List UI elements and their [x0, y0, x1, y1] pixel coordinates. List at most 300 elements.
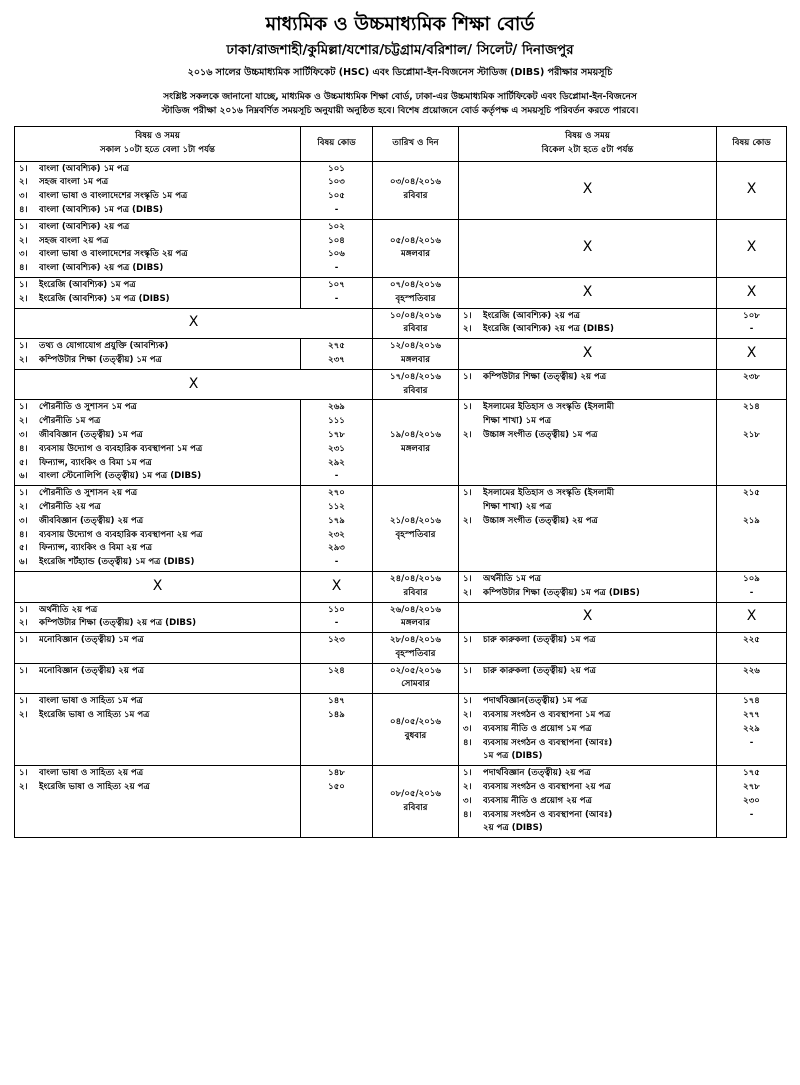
table-row: [15, 694, 787, 766]
subject-code: -: [749, 737, 754, 748]
exam-day: বৃহস্পতিবার: [395, 293, 436, 304]
subject-code: ১১০: [328, 604, 345, 615]
subject-line: [463, 781, 712, 795]
subject-code: ১২৪: [328, 665, 345, 676]
subject-line: [463, 587, 712, 601]
subject-number: ৪।: [463, 809, 472, 820]
subject-number: ২।: [19, 782, 28, 793]
exam-day: বৃহস্পতিবার: [395, 529, 436, 540]
board-title: মাধ্যমিক ও উচ্চমাধ্যমিক শিক্ষা বোর্ড: [265, 13, 535, 35]
exam-date-cell: [373, 633, 459, 664]
subject-code: ১০৩: [328, 177, 345, 188]
afternoon-code-none-cell: X: [717, 602, 787, 633]
subject-name: উচ্চাঙ্গ সংগীত (তত্ত্বীয়) ১ম পত্র: [483, 429, 598, 440]
morning-none-cell: X: [15, 308, 373, 339]
morning-none-cell: X: [15, 369, 373, 400]
subject-line: [19, 262, 296, 276]
subject-number: ১।: [463, 402, 472, 413]
subject-code: ২২৫: [743, 635, 760, 646]
subject-line: [463, 429, 712, 443]
subject-name: চারু কারুকলা (তত্ত্বীয়) ২য় পত্র: [483, 665, 596, 676]
subject-name: ব্যবসায় সংগঠন ও ব্যবস্থাপনা (আবঃ): [483, 737, 613, 748]
subject-code: -: [334, 557, 339, 568]
subject-number: ১।: [19, 604, 28, 615]
morning-subjects-cell: [15, 694, 301, 766]
subject-number: ৩।: [463, 723, 472, 734]
subject-name: শিক্ষা শাখা) ১ম পত্র: [483, 416, 552, 427]
subject-line: [19, 529, 296, 543]
exam-date: ০৩/০৪/২০১৬: [390, 177, 441, 188]
subject-number: ১।: [19, 696, 28, 707]
subject-number: ৬।: [19, 471, 28, 482]
subject-name: ইসলামের ইতিহাস ও সংস্কৃতি (ইসলামী: [483, 488, 615, 499]
subject-line: [19, 293, 296, 307]
afternoon-codes-cell: [717, 400, 787, 486]
table-row: [15, 602, 787, 633]
notice-line: সংশ্লিষ্ট সকলকে জানানো যাচ্ছে, মাধ্যমিক ও উচ্চমাধ্যমিক শিক্ষা বোর্ড, ঢাকা-এর উচ্চমাধ্যমিক সার্টিফিকেট এবং ডিপ্লোমা-ইন-বিজনেস: [163, 92, 637, 102]
morning-none-cell: X: [15, 571, 301, 602]
subject-line: [19, 248, 296, 262]
subject-name: ফিন্যান্স, ব্যাংকিং ও বিমা ১ম পত্র: [39, 457, 152, 468]
subject-number: ২।: [19, 618, 28, 629]
afternoon-codes-cell: [717, 571, 787, 602]
subject-name: উচ্চাঙ্গ সংগীত (তত্ত্বীয়) ২য় পত্র: [483, 515, 598, 526]
subject-code: ২৩৮: [743, 371, 760, 382]
subject-code: ১১১: [328, 416, 345, 427]
subject-code: -: [749, 324, 754, 335]
subject-number: ৩।: [19, 515, 28, 526]
subject-line: [463, 750, 712, 764]
morning-subjects-cell: [15, 766, 301, 838]
subject-number: ২।: [463, 782, 472, 793]
subject-line: [19, 542, 296, 556]
subject-name: ব্যবসায় সংগঠন ও ব্যবস্থাপনা ২য় পত্র: [483, 782, 611, 793]
afternoon-code-none-cell: X: [717, 277, 787, 308]
subject-number: ১।: [19, 163, 28, 174]
subject-number: ৩।: [19, 429, 28, 440]
exam-date: ০২/০৫/২০১৬: [390, 665, 441, 676]
morning-subjects-cell: [15, 633, 301, 664]
subject-name: কম্পিউটার শিক্ষা (তত্ত্বীয়) ১ম পত্র: [39, 354, 162, 365]
subject-line: [19, 340, 296, 354]
exam-date: ১০/০৪/২০১৬: [390, 310, 441, 321]
subject-name: ইংরেজি ভাষা ও সাহিত্য ১ম পত্র: [39, 710, 150, 721]
subject-number: ১।: [19, 221, 28, 232]
subject-line: [19, 176, 296, 190]
subject-code: ২৩২: [328, 529, 345, 540]
subject-code: -: [334, 471, 339, 482]
exam-date: ০৫/০৪/২০১৬: [390, 235, 441, 246]
subject-number: ৩।: [19, 249, 28, 260]
subject-number: ১।: [463, 573, 472, 584]
subject-name: সহজ বাংলা ২য় পত্র: [39, 235, 109, 246]
subject-code: ২১৫: [743, 488, 760, 499]
afternoon-codes-cell: [717, 694, 787, 766]
subject-code: ২২৬: [743, 665, 760, 676]
subject-code: ১১২: [328, 501, 345, 512]
exam-date-cell: [373, 602, 459, 633]
subject-line: [463, 665, 712, 679]
subject-number: ৪।: [19, 204, 28, 215]
subject-number: ১।: [19, 402, 28, 413]
subject-name: শিক্ষা শাখা) ২য় পত্র: [483, 501, 552, 512]
notice-text: [22, 90, 778, 118]
afternoon-code-none-cell: X: [717, 219, 787, 277]
afternoon-codes-cell: [717, 486, 787, 572]
table-row: [15, 400, 787, 486]
subject-code: ১২৩: [328, 635, 345, 646]
morning-codes-cell: [301, 633, 373, 664]
exam-date-cell: [373, 766, 459, 838]
subject-code: ২৯৩: [328, 543, 345, 554]
exam-date-cell: [373, 369, 459, 400]
exam-day: রবিবার: [403, 324, 428, 335]
subject-name: ইংরেজি ভাষা ও সাহিত্য ২য় পত্র: [39, 782, 150, 793]
subject-code: ২১৮: [743, 429, 760, 440]
subject-number: ১।: [19, 768, 28, 779]
subject-name: কম্পিউটার শিক্ষা (তত্ত্বীয়) ২য় পত্র: [483, 371, 607, 382]
subject-line: [19, 457, 296, 471]
table-row: [15, 633, 787, 664]
afternoon-subjects-cell: [459, 400, 717, 486]
subject-number: ২।: [19, 235, 28, 246]
subject-name: বাংলা ভাষা ও বাংলাদেশের সংস্কৃতি ১ম পত্র: [39, 191, 188, 202]
subject-code: [721, 750, 782, 764]
subject-name: পৌরনীতি ১ম পত্র: [39, 416, 101, 427]
subject-code: -: [334, 204, 339, 215]
afternoon-none-cell: X: [459, 161, 717, 219]
subject-line: [19, 709, 296, 723]
subject-name: জীববিজ্ঞান (তত্ত্বীয়) ২য় পত্র: [39, 515, 144, 526]
afternoon-code-none-cell: X: [717, 339, 787, 370]
afternoon-codes-cell: [717, 633, 787, 664]
subject-line: [19, 429, 296, 443]
table-row: [15, 766, 787, 838]
table-row: [15, 486, 787, 572]
subject-number: ২।: [19, 416, 28, 427]
subject-code: ২৯২: [328, 457, 345, 468]
morning-codes-cell: [301, 663, 373, 694]
subject-code: -: [334, 263, 339, 274]
morning-codes-cell: [301, 602, 373, 633]
afternoon-column-header: [459, 127, 717, 162]
column-header-time: সকাল ১০টা হতে বেলা ১টা পর্যন্ত: [100, 144, 215, 155]
afternoon-none-cell: X: [459, 602, 717, 633]
subject-code: ১৫০: [328, 782, 345, 793]
morning-codes-cell: [301, 339, 373, 370]
afternoon-subjects-cell: [459, 369, 717, 400]
afternoon-codes-cell: [717, 369, 787, 400]
subject-number: ৩।: [19, 191, 28, 202]
exam-date-cell: [373, 694, 459, 766]
subject-number: ১।: [463, 696, 472, 707]
morning-codes-cell: [301, 486, 373, 572]
subject-code: ১০৮: [743, 310, 760, 321]
subject-name: ব্যবসায় নীতি ও প্রয়োগ ১ম পত্র: [483, 723, 592, 734]
subject-name: ইংরেজি (আবশ্যিক) ১ম পত্র: [39, 279, 136, 290]
subject-number: ৫।: [19, 543, 28, 554]
exam-date-cell: [373, 339, 459, 370]
subject-code: ১০৪: [328, 235, 345, 246]
table-header-row: [15, 127, 787, 162]
subject-code: ২১৯: [743, 515, 760, 526]
subject-code: ১৪৭: [328, 696, 345, 707]
subject-name: ব্যবসায় সংগঠন ও ব্যবস্থাপনা ১ম পত্র: [483, 710, 611, 721]
board-list: ঢাকা/রাজশাহী/কুমিল্লা/যশোর/চট্টগ্রাম/বরিশাল/ সিলেট/ দিনাজপুর: [226, 42, 574, 58]
exam-date-cell: [373, 486, 459, 572]
exam-day: মঙ্গলবার: [401, 618, 430, 629]
subject-number: ১।: [463, 488, 472, 499]
afternoon-none-cell: X: [459, 339, 717, 370]
subject-name: ব্যবসায় সংগঠন ও ব্যবস্থাপনা (আবঃ): [483, 809, 613, 820]
subject-line: [463, 767, 712, 781]
subject-line: [19, 781, 296, 795]
subject-number: ১।: [19, 635, 28, 646]
morning-subjects-cell: [15, 339, 301, 370]
subject-number: ১।: [463, 310, 472, 321]
exam-date-cell: [373, 277, 459, 308]
schedule-title: ২০১৬ সালের উচ্চমাধ্যমিক সার্টিফিকেট (HSC) এবং ডিপ্লোমা-ইন-বিজনেস স্টাডিজ (DIBS) পরীক্ষার সময়সূচি: [187, 67, 613, 78]
subject-code: ২৩৭: [328, 354, 345, 365]
exam-date: ১৭/০৪/২০১৬: [390, 371, 441, 382]
table-row: [15, 663, 787, 694]
subject-number: ২।: [19, 501, 28, 512]
subject-line: [19, 617, 296, 631]
subject-code: ১৭৫: [743, 768, 760, 779]
subject-number: ২।: [463, 587, 472, 598]
subject-code: ২৩০: [743, 795, 760, 806]
subject-name: বাংলা (আবশ্যিক) ১ম পত্র (DIBS): [39, 204, 163, 215]
subject-line: [463, 737, 712, 751]
subject-name: ২য় পত্র (DIBS): [483, 823, 543, 834]
subject-line: [19, 279, 296, 293]
subject-name: মনোবিজ্ঞান (তত্ত্বীয়) ১ম পত্র: [39, 635, 144, 646]
subject-name: বাংলা ভাষা ও বাংলাদেশের সংস্কৃতি ২য় পত্র: [39, 249, 188, 260]
morning-subjects-cell: [15, 663, 301, 694]
subject-line: [463, 401, 712, 415]
morning-subjects-cell: [15, 400, 301, 486]
date-column-header: তারিখ ও দিন: [373, 127, 459, 162]
subject-line: [463, 822, 712, 836]
subject-name: ইংরেজি (আবশ্যিক) ২য় পত্র (DIBS): [483, 324, 614, 335]
subject-line: [19, 634, 296, 648]
column-header-label: বিষয় ও সময়: [565, 131, 610, 141]
subject-line: [463, 695, 712, 709]
subject-name: ইসলামের ইতিহাস ও সংস্কৃতি (ইসলামী: [483, 402, 615, 413]
subject-code: ১৪৮: [328, 768, 345, 779]
afternoon-subjects-cell: [459, 308, 717, 339]
subject-number: ২।: [19, 177, 28, 188]
morning-column-header: [15, 127, 301, 162]
subject-line: [463, 415, 712, 429]
morning-codes-cell: [301, 694, 373, 766]
subject-number: ১।: [463, 665, 472, 676]
subject-number: ২।: [19, 354, 28, 365]
table-row: [15, 161, 787, 219]
subject-code: -: [749, 587, 754, 598]
exam-day: রবিবার: [403, 587, 428, 598]
subject-number: ৪।: [19, 529, 28, 540]
subject-code: ২৭৭: [743, 710, 760, 721]
afternoon-none-cell: X: [459, 277, 717, 308]
exam-date-cell: [373, 571, 459, 602]
exam-date-cell: [373, 161, 459, 219]
column-header-label: বিষয় ও সময়: [135, 131, 180, 141]
subject-name: চারু কারুকলা (তত্ত্বীয়) ১ম পত্র: [483, 635, 596, 646]
subject-code: ২৭৫: [328, 341, 345, 352]
afternoon-codes-cell: [717, 663, 787, 694]
exam-date: ০৪/০৫/২০১৬: [390, 716, 441, 727]
subject-line: [19, 470, 296, 484]
exam-date: ২১/০৪/২০১৬: [390, 515, 441, 526]
subject-code: ২৩১: [328, 443, 345, 454]
subject-line: [19, 487, 296, 501]
subject-code: ১০৫: [328, 191, 345, 202]
subject-line: [19, 604, 296, 618]
table-row: [15, 571, 787, 602]
afternoon-subjects-cell: [459, 633, 717, 664]
subject-code: ২৬৯: [328, 402, 345, 413]
subject-name: পদার্থবিজ্ঞান(তত্ত্বীয়) ১ম পত্র: [483, 696, 588, 707]
exam-date-cell: [373, 400, 459, 486]
subject-number: ২।: [19, 293, 28, 304]
exam-day: রবিবার: [403, 385, 428, 396]
subject-line: [463, 515, 712, 529]
exam-date: ০৭/০৪/২০১৬: [390, 279, 441, 290]
afternoon-none-cell: X: [459, 219, 717, 277]
exam-date: ১৯/০৪/২০১৬: [390, 429, 441, 440]
subject-name: বাংলা (আবশ্যিক) ২য় পত্র: [39, 221, 130, 232]
subject-line: [463, 723, 712, 737]
subject-number: ৪।: [463, 737, 472, 748]
notice-line: স্টাডিজ পরীক্ষা ২০১৬ নিম্নবর্ণিত সময়সূচি অনুযায়ী অনুষ্ঠিত হবে। বিশেষ প্রয়োজনে বোর্ড কর্তৃপক্ষ এ সময়সূচি পরিবর্তন করতে পারবে।: [161, 106, 639, 116]
afternoon-subjects-cell: [459, 766, 717, 838]
subject-name: ১ম পত্র (DIBS): [483, 751, 543, 762]
subject-name: পৌরনীতি ও সুশাসন ২য় পত্র: [39, 488, 138, 499]
subject-name: পদার্থবিজ্ঞান (তত্ত্বীয়) ২য় পত্র: [483, 768, 591, 779]
subject-line: [19, 354, 296, 368]
subject-name: মনোবিজ্ঞান (তত্ত্বীয়) ২য় পত্র: [39, 665, 145, 676]
exam-date: ২৬/০৪/২০১৬: [390, 604, 441, 615]
subject-line: [19, 556, 296, 570]
subject-line: [19, 443, 296, 457]
table-row: [15, 277, 787, 308]
subject-line: [19, 163, 296, 177]
subject-line: [19, 767, 296, 781]
subject-name: ইংরেজি শর্টহ্যান্ড (তত্ত্বীয়) ১ম পত্র (DIBS): [39, 557, 195, 568]
morning-codes-cell: [301, 766, 373, 838]
table-body: [15, 161, 787, 838]
subject-line: [463, 323, 712, 337]
exam-day: বুধবার: [404, 730, 427, 741]
exam-day: মঙ্গলবার: [401, 354, 430, 365]
subject-name: বাংলা ভাষা ও সাহিত্য ২য় পত্র: [39, 768, 144, 779]
subject-line: [19, 665, 296, 679]
subject-code: ১৭৯: [328, 515, 345, 526]
subject-name: ফিন্যান্স, ব্যাংকিং ও বিমা ২য় পত্র: [39, 543, 153, 554]
subject-code: ১০১: [328, 163, 345, 174]
subject-number: ২।: [463, 710, 472, 721]
subject-code: [721, 415, 782, 429]
table-row: [15, 308, 787, 339]
subject-name: বাংলা স্টেনোলিপি (তত্ত্বীয়) ১ম পত্র (DIBS): [39, 471, 202, 482]
morning-code-none-cell: X: [301, 571, 373, 602]
subject-number: ২।: [463, 429, 472, 440]
subject-number: ১।: [19, 665, 28, 676]
subject-code: ১৭৮: [328, 429, 345, 440]
afternoon-codes-cell: [717, 766, 787, 838]
exam-schedule-table: [14, 126, 787, 838]
morning-subjects-cell: [15, 486, 301, 572]
subject-number: ২।: [463, 515, 472, 526]
morning-codes-cell: [301, 277, 373, 308]
subject-name: বাংলা ভাষা ও সাহিত্য ১ম পত্র: [39, 696, 143, 707]
subject-line: [19, 221, 296, 235]
subject-number: ১।: [19, 341, 28, 352]
subject-line: [19, 401, 296, 415]
afternoon-code-none-cell: X: [717, 161, 787, 219]
subject-name: বাংলা (আবশ্যিক) ২য় পত্র (DIBS): [39, 263, 164, 274]
exam-date-cell: [373, 308, 459, 339]
subject-code: ১৪৯: [328, 710, 345, 721]
subject-code: ২১৪: [743, 402, 760, 413]
subject-line: [463, 371, 712, 385]
subject-code: ১০৯: [743, 573, 760, 584]
afternoon-subjects-cell: [459, 571, 717, 602]
subject-line: [19, 190, 296, 204]
subject-name: কম্পিউটার শিক্ষা (তত্ত্বীয়) ১ম পত্র (DIBS): [483, 587, 640, 598]
subject-name: ব্যবসায় উদ্যোগ ও ব্যবহারিক ব্যবস্থাপনা ২য় পত্র: [39, 529, 203, 540]
subject-line: [19, 235, 296, 249]
subject-line: [19, 515, 296, 529]
subject-code: -: [749, 809, 754, 820]
exam-day: সোমবার: [401, 679, 430, 690]
exam-day: রবিবার: [403, 191, 428, 202]
subject-line: [19, 415, 296, 429]
subject-line: [19, 204, 296, 218]
exam-day: রবিবার: [403, 802, 428, 813]
subject-name: ব্যবসায় নীতি ও প্রয়োগ ২য় পত্র: [483, 795, 592, 806]
morning-codes-cell: [301, 219, 373, 277]
morning-subjects-cell: [15, 602, 301, 633]
subject-code: ২২৯: [743, 723, 760, 734]
subject-code: ১০৬: [328, 249, 345, 260]
subject-number: ১।: [463, 635, 472, 646]
subject-line: [463, 634, 712, 648]
subject-name: কম্পিউটার শিক্ষা (তত্ত্বীয়) ২য় পত্র (DIBS): [39, 618, 197, 629]
subject-number: ৪।: [19, 263, 28, 274]
subject-line: [19, 501, 296, 515]
subject-number: ৩।: [463, 795, 472, 806]
subject-line: [19, 695, 296, 709]
subject-line: [463, 573, 712, 587]
subject-line: [463, 809, 712, 823]
code-column-header: বিষয় কোড: [301, 127, 373, 162]
exam-date: ০৮/০৫/২০১৬: [390, 788, 441, 799]
subject-code: -: [334, 293, 339, 304]
subject-line: [463, 709, 712, 723]
subject-name: অর্থনীতি ১ম পত্র: [483, 573, 541, 584]
subject-number: ৪।: [19, 443, 28, 454]
subject-line: [463, 310, 712, 324]
subject-name: ইংরেজি (আবশ্যিক) ১ম পত্র (DIBS): [39, 293, 170, 304]
table-row: [15, 219, 787, 277]
column-header-time: বিকেল ২টা হতে ৫টা পর্যন্ত: [541, 144, 634, 155]
exam-day: মঙ্গলবার: [401, 249, 430, 260]
afternoon-codes-cell: [717, 308, 787, 339]
table-row: [15, 369, 787, 400]
subject-number: ১।: [463, 768, 472, 779]
